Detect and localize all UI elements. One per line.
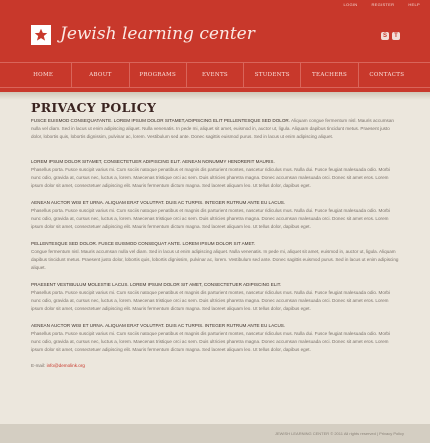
skype-icon[interactable]: S xyxy=(382,33,387,39)
paragraph-body: Congue fermentum nisl. Mauris accumsan nulla vel diam. Sed in lacus ut enim adipiscing aliquet. Nulla venenatis. In pede mi, aliquet sit amet, euismod in, auctor ut, ligula. Aliquam dapibus tincidunt metus. Praesent justo dolor, lobortis quis, lobortis dignissim, pulvinar ac, lorem. Vestibulum sed ante. Donec sagittis euismod purus. Sed in lacus ut enim adipiscing aliquet. xyxy=(31,249,399,270)
nav-item-students[interactable]: STUDENTS xyxy=(244,63,301,87)
policy-paragraph xyxy=(31,158,401,191)
footer-copyright: JEWISH LEARNING CENTER © 2011 All rights reserved | Privacy Policy xyxy=(274,431,404,436)
email-link[interactable]: info@demolink.org xyxy=(46,363,85,368)
paragraph-body: Phasellus porta. Fusce suscipit varius mi. Cum sociis natoque penatibus et magnis dis parturient montes, nascetur ridiculus mus. Nulla dui. Fusce feugiat malesuada odio. Morbi nunc odio, gravida at, cursus nec, luctus a, lorem. Maecenas tristique orci ac sem. Duis ultricies pharetra magna. Donec accumsan malesuada orci. Donec sit amet eros. Lorem ipsum dolor sit amet, consectetuer adipiscing elit. Mauris fermentum dictum magna. Sed laoreet aliquam leo. Ut tellus dolor, dapibus eget. xyxy=(31,331,390,352)
nav-item-events[interactable]: EVENTS xyxy=(187,63,244,87)
email-label: E-mail: xyxy=(31,363,46,368)
paragraph-lead: FUSCE EUISMOD CONSEQUATANTE. LOREM IPSUM DOLOR SITAMET,ADIPISCING ELIT PELLENTESQUE SED DOLOR. xyxy=(31,118,290,123)
twitter-icon[interactable]: T xyxy=(392,32,400,40)
logo[interactable] xyxy=(31,25,51,45)
help-link[interactable]: HELP xyxy=(408,2,420,7)
paragraph-body: Phasellus porta. Fusce suscipit varius mi. Cum sociis natoque penatibus et magnis dis parturient montes, nascetur ridiculus mus. Nulla dui. Fusce feugiat malesuada odio. Morbi nunc odio, gravida at, cursus nec, luctus a, lorem. Maecenas tristique orci ac sem. Duis ultricies pharetra magna. Donec accumsan malesuada orci. Donec sit amet eros. Lorem ipsum dolor sit amet, consectetuer adipiscing elit. Mauris fermentum dictum magna. Sed laoreet aliquam leo. Ut tellus dolor, dapibus eget. xyxy=(31,167,390,188)
paragraph-lead: LOREM IPSUM DOLOR SITAMET, CONSECTETUER ADIPISCING ELIT. AENEAN NONUMMY HENDRERIT MAURIS. xyxy=(31,159,275,164)
paragraph-lead: PRAESENT VESTIBULUM MOLESTIE LACUS. LOREM IPSUM DOLOR SIT AMET, CONSECTETUER ADIPISCING ELIT. xyxy=(31,282,282,287)
nav-item-teachers[interactable]: TEACHERS xyxy=(301,63,358,87)
nav-item-programs[interactable]: PROGRAMS xyxy=(130,63,187,87)
main-nav xyxy=(0,62,430,88)
page-title: PRIVACY POLICY xyxy=(31,100,157,115)
paragraph-lead: PELLENTESQUE SED DOLOR. FUSCE EUISMOD CONSEQUAT ANTE. LOREM IPSUM DOLOR SIT AMET. xyxy=(31,241,256,246)
site-title[interactable]: Jewish learning center xyxy=(60,24,255,44)
nav-item-home[interactable]: HOME xyxy=(15,63,72,87)
header-shadow xyxy=(0,92,430,100)
nav-item-about[interactable]: ABOUT xyxy=(72,63,129,87)
policy-paragraph xyxy=(31,199,401,232)
policy-paragraph xyxy=(31,240,401,273)
main-content xyxy=(31,100,401,368)
policy-paragraph xyxy=(31,117,401,150)
paragraph-body: Phasellus porta. Fusce suscipit varius mi. Cum sociis natoque penatibus et magnis dis parturient montes, nascetur ridiculus mus. Nulla dui. Fusce feugiat malesuada odio. Morbi nunc odio, gravida at, cursus nec, luctus a, lorem. Maecenas tristique orci ac sem. Duis ultricies pharetra magna. Donec accumsan malesuada orci. Donec sit amet eros. Lorem ipsum dolor sit amet, consectetuer adipiscing elit. Mauris fermentum dictum magna. Sed laoreet aliquam leo. Ut tellus dolor, dapibus eget. xyxy=(31,208,390,229)
site-header xyxy=(0,0,430,92)
register-link[interactable]: REGISTER xyxy=(371,2,395,7)
contact-email xyxy=(31,363,401,368)
star-icon xyxy=(34,28,48,42)
paragraph-lead: AENEAN AUCTOR WISI ET URNA. ALIQUAM ERAT VOLUTPAT. DUIS AC TURPIS. INTEGER RUTRUM ANTE EU LACUS. xyxy=(31,323,286,328)
nav-item-contacts[interactable]: CONTACTS xyxy=(369,72,405,78)
site-footer xyxy=(0,424,430,443)
top-links xyxy=(344,2,420,7)
login-link[interactable]: LOGIN xyxy=(343,2,358,7)
paragraph-body: Phasellus porta. Fusce suscipit varius mi. Cum sociis natoque penatibus et magnis dis parturient montes, nascetur ridiculus mus. Nulla dui. Fusce feugiat malesuada odio. Morbi nunc odio, gravida at, cursus nec, luctus a, lorem. Maecenas tristique orci ac sem. Duis ultricies pharetra magna. Donec accumsan malesuada orci. Donec sit amet eros. Lorem ipsum dolor sit amet, consectetuer adipiscing elit. Mauris fermentum dictum magna. Sed laoreet aliquam leo. Ut tellus dolor, dapibus eget. xyxy=(31,290,390,311)
paragraph-body: Aliquam congue fermentum nisl. Mauris accumsan nulla vel diam. Sed in lacus ut enim adipiscing aliquet. Nulla venenatis. In pede mi, aliquet sit amet, euismod in, auctor ut, ligula. Aliquam dapibus tincidunt metus. Praesent justo dolor, lobortis quis, lobortis dignissim, pulvinar ac, lorem. Vestibulum sed ante. Donec sagittis euismod purus. Sed in lacus ut enim adipiscing aliquet. xyxy=(31,118,394,139)
policy-paragraph xyxy=(31,322,401,355)
social-links xyxy=(381,32,400,40)
policy-paragraph xyxy=(31,281,401,314)
paragraph-lead: AENEAN AUCTOR WISI ET URNA. ALIQUAM ERAT VOLUTPAT. DUIS AC TURPIS. INTEGER RUTRUM ANTE EU LACUS. xyxy=(31,200,286,205)
